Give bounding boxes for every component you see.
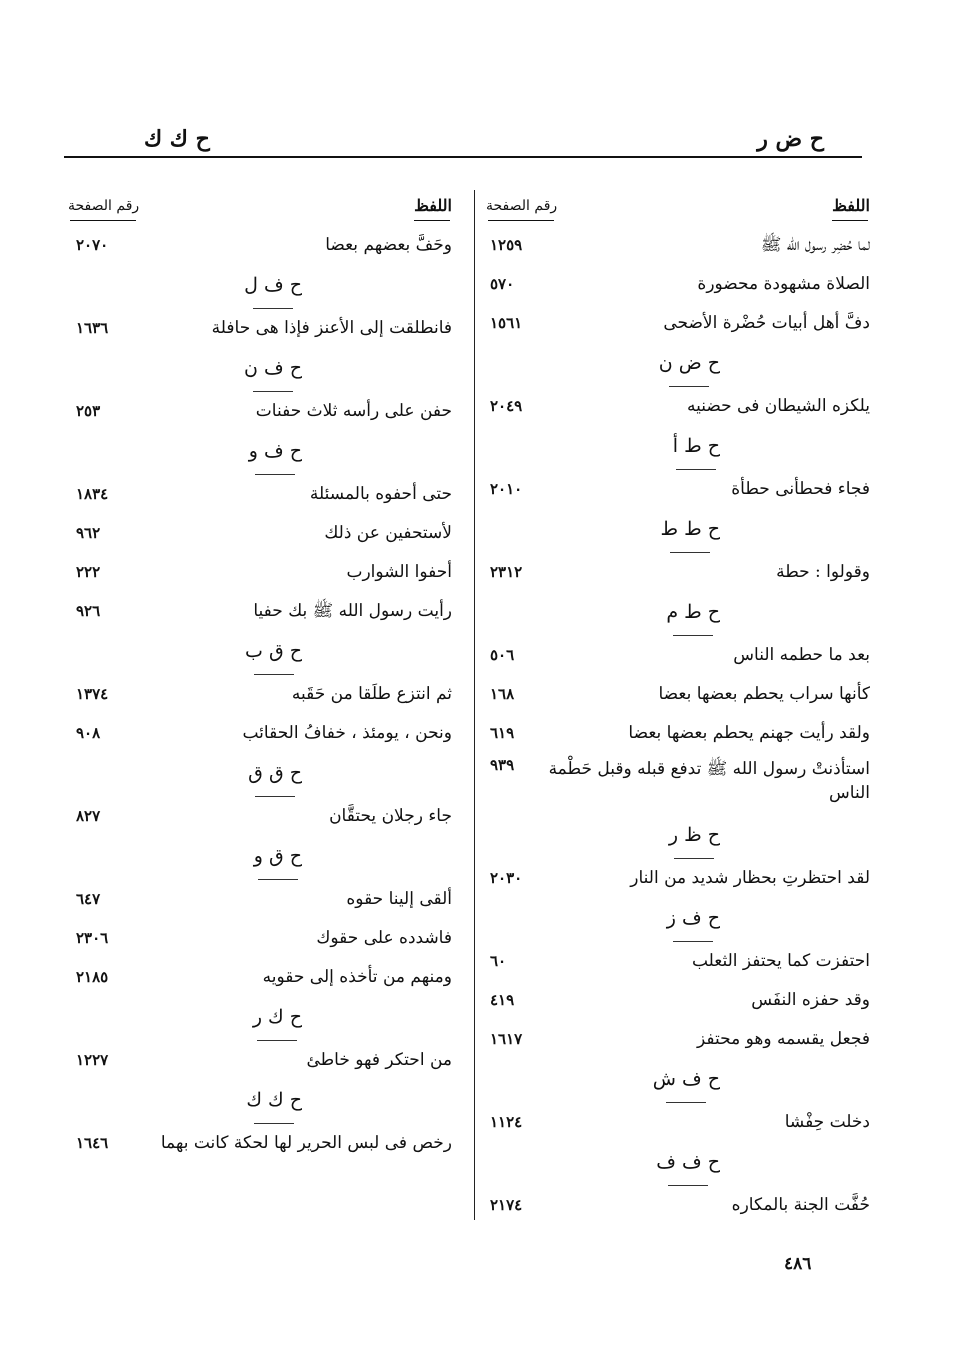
entry-page-number: ٢٠٣٠ xyxy=(490,869,523,887)
entry-page-number: ١٣٧٤ xyxy=(76,685,109,703)
entry-word: يلكزه الشيطان فى حضنيه xyxy=(687,396,870,416)
column-header xyxy=(482,196,882,226)
entry-word: كأنها سراب يحطم بعضها بعضا xyxy=(658,684,870,704)
root-heading xyxy=(482,898,882,942)
entry-word: من احتكر فهو خاطئ xyxy=(306,1050,452,1070)
entry-word: وحَفَّ بعضهم بعضا xyxy=(325,235,452,255)
index-entry xyxy=(482,675,882,714)
index-entry xyxy=(64,226,464,265)
index-entry xyxy=(64,958,464,997)
entry-page-number: ٩٢٦ xyxy=(76,602,101,620)
entry-page-number: ٨٢٧ xyxy=(76,807,101,825)
entry-page-number: ١٨٣٤ xyxy=(76,485,109,503)
root-heading xyxy=(482,1142,882,1186)
entry-word: ثم انتزع طلَقا من حَقَبه xyxy=(291,684,452,704)
root-letters: ح ك ر xyxy=(253,997,302,1037)
root-letters: ح ق و xyxy=(254,836,302,876)
entry-page-number: ١٦٤٦ xyxy=(76,1134,109,1152)
entry-page-number: ٢٠٧٠ xyxy=(76,236,109,254)
root-letters: ح ط ط xyxy=(661,509,721,549)
index-entry xyxy=(482,859,882,898)
entry-word: دفَّ أهل أبيات حُضْرة الأضحى xyxy=(663,313,870,333)
column-header xyxy=(64,196,464,226)
root-heading xyxy=(482,426,882,470)
entry-word: وقد حفزه النفَس xyxy=(751,990,870,1010)
entry-page-number: ٦١٩ xyxy=(490,724,515,742)
entry-page-number: ٢٣٠٦ xyxy=(76,929,109,947)
index-entry xyxy=(482,942,882,981)
root-heading xyxy=(482,815,882,859)
entry-word: فانطلقت إلى الأعنز فإذا هى حافلة xyxy=(211,318,452,338)
index-entry xyxy=(64,1041,464,1080)
index-entry xyxy=(64,392,464,431)
root-heading xyxy=(64,348,464,392)
index-entry xyxy=(64,475,464,514)
entry-page-number: ١٢٢٧ xyxy=(76,1051,109,1069)
entry-word: ألقى إلينا حقوه xyxy=(346,889,452,909)
root-heading xyxy=(64,997,464,1041)
index-entry xyxy=(64,1124,464,1163)
index-entry xyxy=(482,226,882,265)
entry-page-number: ٦٠ xyxy=(490,952,507,970)
index-entry xyxy=(482,1020,882,1059)
entry-word: فاشدده على حقوك xyxy=(316,928,452,948)
entry-word: ومنهم من تأخذه إلى حقويه xyxy=(262,967,452,987)
index-entry xyxy=(482,304,882,343)
entry-word: فجاء فحطأنى حطأة xyxy=(731,479,870,499)
entry-word: رأيت رسول الله ﷺ بك حفيا xyxy=(253,601,452,621)
page-number-header: رقم الصفحة xyxy=(486,198,558,214)
entry-page-number: ١١٢٤ xyxy=(490,1113,523,1131)
root-letters: ح ض ن xyxy=(659,343,720,383)
root-letters: ح ك ك xyxy=(246,1080,302,1120)
entry-page-number: ٤١٩ xyxy=(490,991,515,1009)
entry-word: لأستحفين عن ذلك xyxy=(324,523,452,543)
root-heading xyxy=(64,431,464,475)
root-heading xyxy=(64,753,464,797)
index-entry xyxy=(482,1186,882,1225)
entry-page-number: ٢٠٤٩ xyxy=(490,397,523,415)
index-entry xyxy=(482,753,882,815)
root-letters: ح ف ن xyxy=(244,348,302,388)
root-heading xyxy=(64,631,464,675)
root-heading xyxy=(482,509,882,553)
entry-page-number: ٥٠٦ xyxy=(490,646,515,664)
root-letters: ح ف ز xyxy=(667,898,720,938)
entry-word: وقولوا : حطة xyxy=(776,562,870,582)
entry-word: حفن على رأسه ثلاث حفنات xyxy=(255,401,452,421)
entry-word: ونحن ، يومئذ ، خفافُ الحقائب xyxy=(242,723,452,743)
root-heading xyxy=(482,343,882,387)
entry-word: رخص فى لبس الحرير لها لحكة كانت بهما xyxy=(160,1133,452,1153)
right-entries xyxy=(482,226,882,1225)
index-entry xyxy=(64,919,464,958)
entry-page-number: ٢١٧٤ xyxy=(490,1196,523,1214)
entry-word: احتفزت كما يحتفز الثعلب xyxy=(691,951,870,971)
entry-page-number: ١٥٦١ xyxy=(490,314,523,332)
left-entries xyxy=(64,226,464,1163)
root-letters: ح ق ب xyxy=(245,631,302,671)
entry-word: استأذنتْ رسول الله ﷺ تدفع قبله وقبل حَطْمة xyxy=(548,759,870,779)
column-divider xyxy=(474,190,475,1220)
entry-word-continued: الناس xyxy=(829,783,870,803)
word-header: اللفظ xyxy=(832,196,870,215)
entry-page-number: ٦٤٧ xyxy=(76,890,101,908)
running-head-right: ح ض ر xyxy=(757,126,824,152)
index-entry xyxy=(64,880,464,919)
root-letters: ح ف و xyxy=(249,431,302,471)
entry-word: دخلت حِفْشا xyxy=(784,1112,870,1132)
index-entry xyxy=(482,265,882,304)
entry-page-number: ١٢٥٩ xyxy=(490,236,523,254)
entry-page-number: ٩٦٢ xyxy=(76,524,101,542)
entry-page-number: ١٦١٧ xyxy=(490,1030,523,1048)
index-entry xyxy=(482,981,882,1020)
entry-word: فجعل يقسمه وهو محتفز xyxy=(697,1029,870,1049)
entry-word: لقد احتظرتِ بحظار شديد من النار xyxy=(630,868,870,888)
index-entry xyxy=(64,592,464,631)
index-entry xyxy=(64,514,464,553)
root-letters: ح ط أ xyxy=(673,426,720,466)
right-column xyxy=(482,196,882,1236)
entry-page-number: ١٦٨ xyxy=(490,685,515,703)
root-heading xyxy=(64,1080,464,1124)
entry-page-number: ٢٥٣ xyxy=(76,402,101,420)
index-entry xyxy=(482,470,882,509)
index-entry xyxy=(482,387,882,426)
index-entry xyxy=(482,636,882,675)
entry-word: ولقد رأيت جهنم يحطم بعضها بعضا xyxy=(628,723,870,743)
entry-word: بعد ما حطمه الناس xyxy=(733,645,870,665)
entry-page-number: ١٦٣٦ xyxy=(76,319,109,337)
word-header: اللفظ xyxy=(414,196,452,215)
root-letters: ح ف ف xyxy=(656,1142,720,1182)
root-heading xyxy=(482,592,882,636)
entry-word: جاء رجلان يحتقَّان xyxy=(329,806,452,826)
entry-word: حُفَّت الجنة بالمكاره xyxy=(731,1195,870,1215)
root-heading xyxy=(64,836,464,880)
root-letters: ح ط م xyxy=(666,592,720,632)
index-entry xyxy=(482,1103,882,1142)
index-entry xyxy=(482,553,882,592)
index-entry xyxy=(64,309,464,348)
root-letters: ح ظ ر xyxy=(669,815,720,855)
root-letters: ح ق ق xyxy=(248,753,302,793)
entry-page-number: ٢١٨٥ xyxy=(76,968,109,986)
index-entry xyxy=(64,553,464,592)
entry-word: لما حُضِر رسول الله ﷺ xyxy=(760,235,870,255)
entry-page-number: ٩٣٩ xyxy=(490,756,515,774)
page-number-header: رقم الصفحة xyxy=(68,198,140,214)
entry-page-number: ٢٣١٢ xyxy=(490,563,523,581)
left-column xyxy=(64,196,464,1236)
index-entry xyxy=(64,714,464,753)
entry-word: الصلاة مشهودة محضورة xyxy=(697,274,870,294)
entry-page-number: ٢٢٢ xyxy=(76,563,101,581)
page-folio: ٤٨٦ xyxy=(784,1254,812,1274)
root-heading xyxy=(64,265,464,309)
running-head-left: ح ك ك xyxy=(144,126,210,152)
header-rule xyxy=(64,156,862,158)
entry-word: حتى أحفوه بالمسئلة xyxy=(309,484,452,504)
root-letters: ح ف ل xyxy=(244,265,302,305)
entry-page-number: ٥٧٠ xyxy=(490,275,515,293)
entry-page-number: ٢٠١٠ xyxy=(490,480,523,498)
root-letters: ح ف ش xyxy=(653,1059,720,1099)
entry-word: أحفوا الشوارب xyxy=(346,562,452,582)
root-heading xyxy=(482,1059,882,1103)
index-entry xyxy=(482,714,882,753)
entry-page-number: ٩٠٨ xyxy=(76,724,101,742)
index-entry xyxy=(64,675,464,714)
index-entry xyxy=(64,797,464,836)
